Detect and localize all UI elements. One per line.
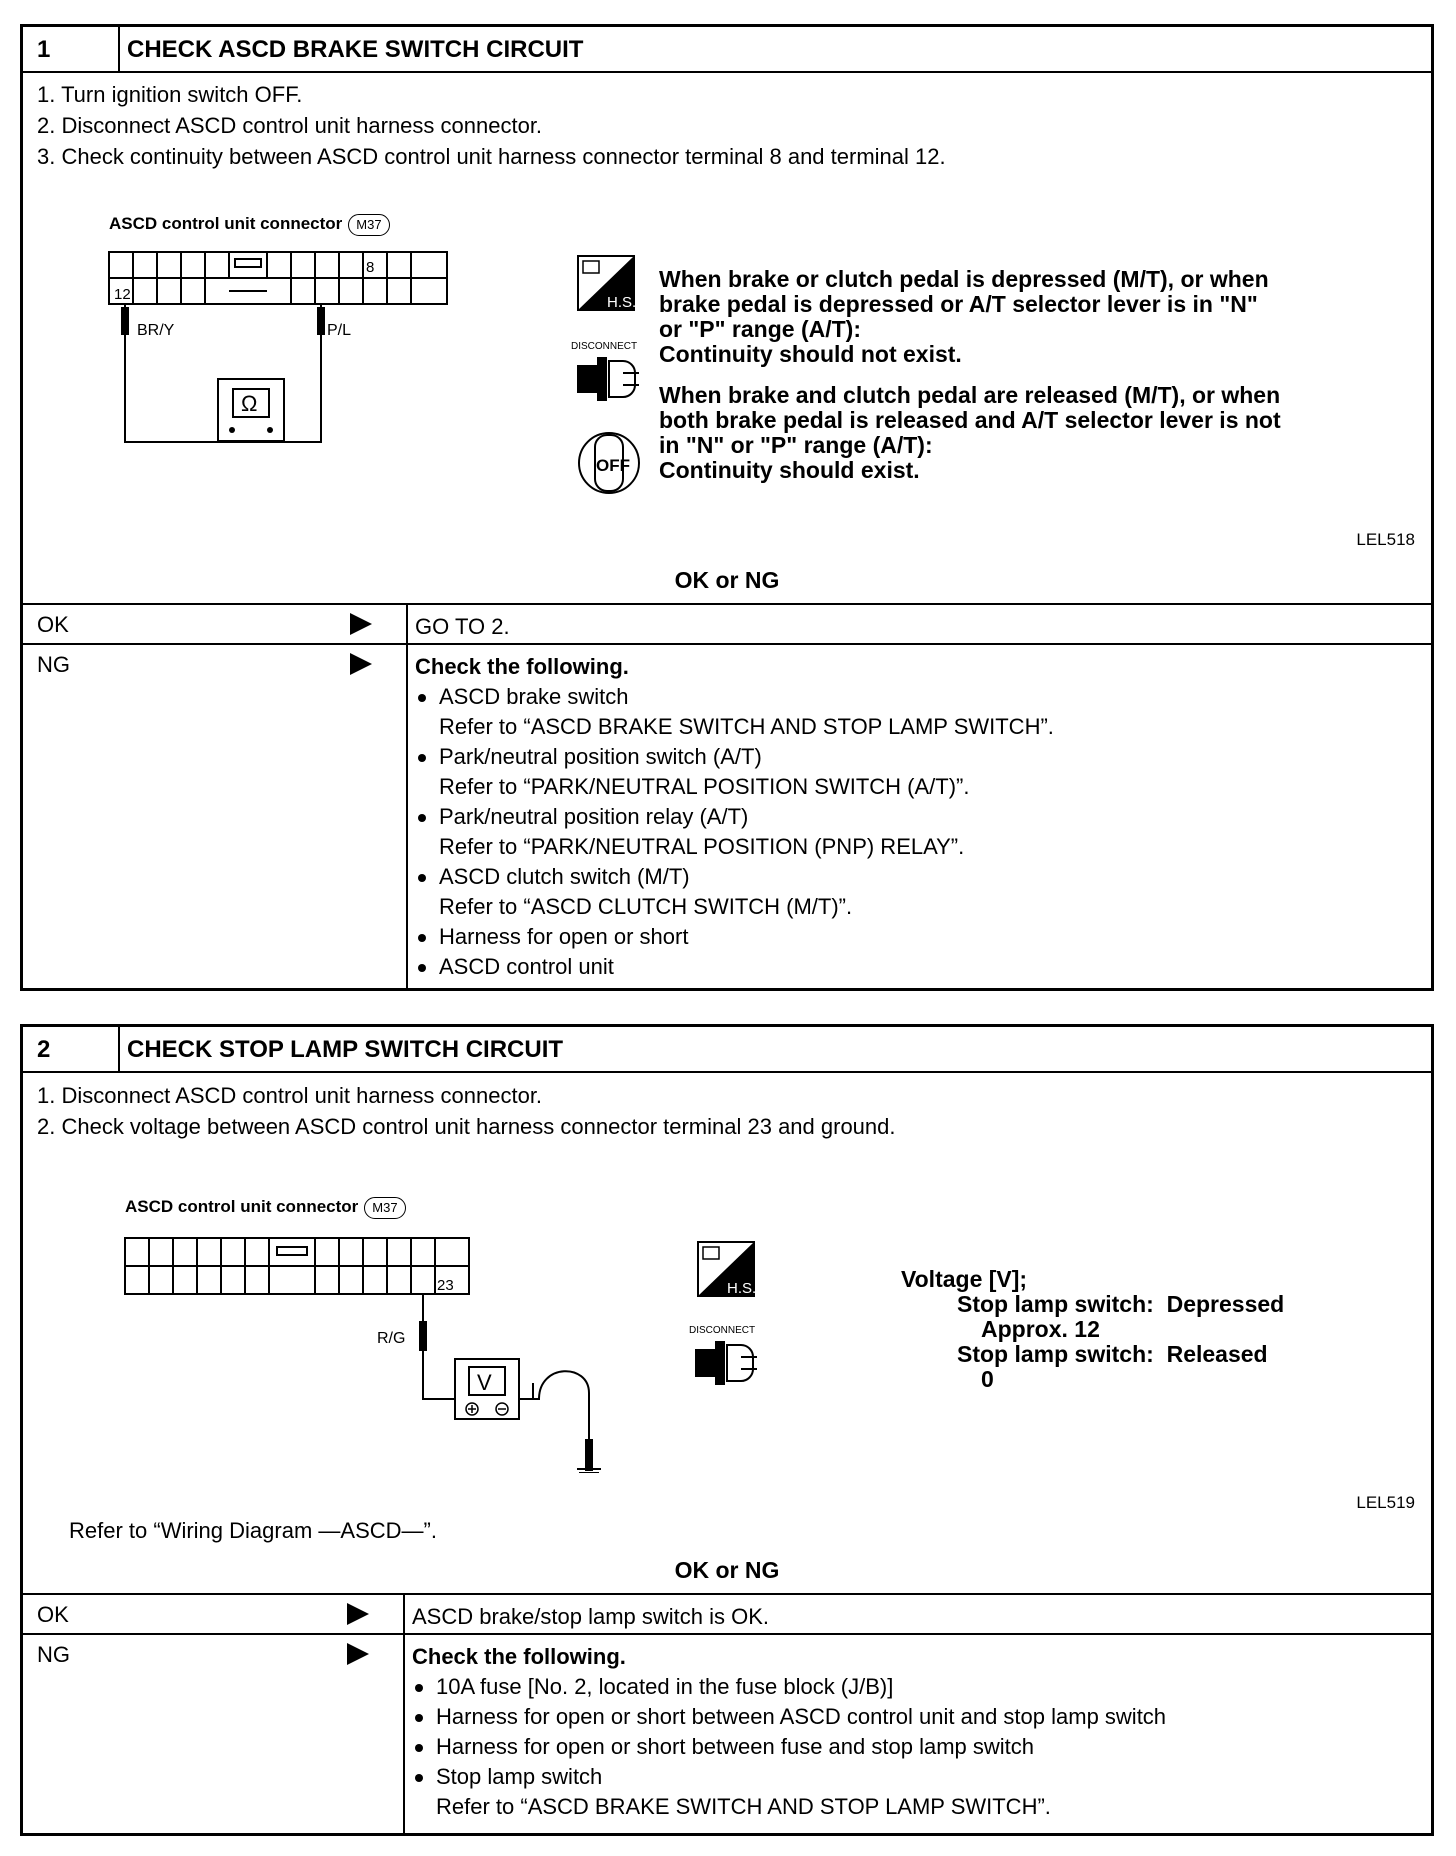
spec-row-released [901, 1342, 1284, 1367]
ng-item: 10A fuse [No. 2, located in the fuse block (J/B)] [412, 1672, 1166, 1702]
ng-label: NG [37, 652, 70, 677]
terminal-label: 23 [437, 1277, 454, 1294]
ng-item: Park/neutral position switch (A/T) [415, 742, 1054, 772]
ok-label: OK [37, 1602, 69, 1627]
ng-item: Harness for open or short between ASCD control unit and stop lamp switch [412, 1702, 1166, 1732]
connector-label-text: ASCD control unit connector [109, 214, 343, 233]
terminal-b-label: 12 [114, 286, 131, 303]
instruction-item: 1. Disconnect ASCD control unit harness connector. [37, 1083, 543, 1108]
continuity-specification [659, 267, 1281, 483]
spec-line: brake pedal is depressed or A/T selector lever is in "N" [659, 291, 1258, 317]
figure-code: LEL518 [1356, 530, 1415, 549]
ok-label: OK [37, 612, 69, 637]
arrow-icon [347, 1643, 369, 1665]
step-number: 1 [37, 36, 51, 63]
hs-text: H.S. [727, 1280, 757, 1297]
ok-ng-heading: OK or NG [674, 1557, 780, 1583]
ng-result-row [23, 1633, 1431, 1833]
ng-item: ASCD clutch switch (M/T) [415, 862, 1054, 892]
voltmeter-symbol: V [477, 1370, 492, 1395]
off-text: OFF [596, 456, 630, 475]
ok-result-row [23, 603, 1431, 645]
ng-item: Stop lamp switch [412, 1762, 1166, 1792]
disconnect-icon [687, 1319, 767, 1399]
step-1-block [20, 24, 1434, 991]
ohmmeter-symbol: Ω [241, 391, 258, 416]
spec-line: in "N" or "P" range (A/T): [659, 432, 933, 458]
connector-id-badge: M37 [348, 214, 389, 236]
ok-result-row [23, 1593, 1431, 1635]
wiring-diagram-reference: Refer to “Wiring Diagram —ASCD—”. [69, 1518, 437, 1543]
connector-label [125, 1197, 406, 1219]
disconnect-text: DISCONNECT [689, 1325, 756, 1336]
instruction-item: 1. Turn ignition switch OFF. [37, 82, 303, 107]
instruction-list [37, 1080, 896, 1142]
instruction-list [37, 79, 946, 172]
ng-reference: Refer to “PARK/NEUTRAL POSITION SWITCH (A/T)”. [439, 774, 970, 799]
ok-action: GO TO 2. [415, 614, 510, 639]
ng-reference: Refer to “ASCD CLUTCH SWITCH (M/T)”. [439, 894, 853, 919]
step-number: 2 [37, 1036, 51, 1063]
spec-heading: Voltage [V]; [901, 1266, 1028, 1292]
spec-line: Continuity should exist. [659, 457, 920, 483]
ng-item: Park/neutral position relay (A/T) [415, 802, 1054, 832]
hs-text: H.S. [607, 294, 637, 311]
step-header [23, 27, 1431, 73]
step-title: CHECK STOP LAMP SWITCH CIRCUIT [127, 1036, 564, 1063]
disconnect-icon [569, 335, 649, 415]
hand-hold-switch-icon [577, 255, 637, 313]
ng-action-list [412, 1642, 1166, 1822]
ng-heading: Check the following. [412, 1644, 626, 1669]
instruction-item: 2. Disconnect ASCD control unit harness connector. [37, 113, 543, 138]
arrow-icon [350, 653, 372, 675]
spec-line: When brake and clutch pedal are released (M/T), or when [659, 382, 1281, 408]
wire-color: R/G [377, 1330, 406, 1347]
step-title: CHECK ASCD BRAKE SWITCH CIRCUIT [127, 36, 584, 63]
wire-color-right: P/L [327, 322, 352, 339]
spec-switch-label: Stop lamp switch: [957, 1291, 1154, 1317]
disconnect-text: DISCONNECT [571, 341, 638, 352]
step-2-block [20, 1024, 1434, 1836]
connector-id-badge: M37 [364, 1197, 405, 1219]
ng-result-row [23, 643, 1431, 988]
continuity-test-diagram [99, 247, 459, 467]
spec-switch-label: Stop lamp switch: [957, 1341, 1154, 1367]
wire-color-left: BR/Y [137, 322, 175, 339]
ignition-off-icon [573, 425, 643, 497]
ng-label: NG [37, 1642, 70, 1667]
arrow-icon [347, 1603, 369, 1625]
voltage-test-diagram [119, 1233, 679, 1473]
ng-reference: Refer to “ASCD BRAKE SWITCH AND STOP LAMP SWITCH”. [436, 1794, 1051, 1819]
ng-heading: Check the following. [415, 654, 629, 679]
step-header [23, 1027, 1431, 1073]
ng-item: Harness for open or short between fuse and stop lamp switch [412, 1732, 1166, 1762]
spec-row-depressed [901, 1292, 1284, 1317]
ng-reference: Refer to “PARK/NEUTRAL POSITION (PNP) RELAY”. [439, 834, 965, 859]
terminal-a-label: 8 [366, 259, 375, 276]
spec-line: When brake or clutch pedal is depressed (M/T), or when [659, 266, 1269, 292]
spec-value: 0 [981, 1366, 994, 1392]
spec-switch-state: Released [1166, 1341, 1268, 1367]
spec-value: Approx. 12 [981, 1316, 1100, 1342]
ok-action: ASCD brake/stop lamp switch is OK. [412, 1604, 770, 1629]
spec-line: both brake pedal is released and A/T selector lever is not [659, 407, 1281, 433]
hand-hold-switch-icon [697, 1241, 757, 1299]
connector-label [109, 214, 390, 236]
ng-reference: Refer to “ASCD BRAKE SWITCH AND STOP LAMP SWITCH”. [439, 714, 1054, 739]
ng-item: Harness for open or short [415, 922, 1054, 952]
ng-item: ASCD control unit [415, 952, 1054, 982]
figure-code: LEL519 [1356, 1493, 1415, 1512]
ng-item: ASCD brake switch [415, 682, 1054, 712]
ok-ng-heading: OK or NG [674, 567, 780, 593]
instruction-item: 2. Check voltage between ASCD control unit harness connector terminal 23 and ground. [37, 1114, 896, 1139]
connector-label-text: ASCD control unit connector [125, 1197, 359, 1216]
spec-line: Continuity should not exist. [659, 341, 962, 367]
ng-action-list [415, 652, 1054, 982]
voltage-specification [901, 1267, 1284, 1392]
instruction-item: 3. Check continuity between ASCD control unit harness connector terminal 8 and terminal 12. [37, 144, 946, 169]
header-divider [118, 27, 120, 71]
spec-line: or "P" range (A/T): [659, 316, 861, 342]
spec-switch-state: Depressed [1166, 1291, 1285, 1317]
header-divider [118, 1027, 120, 1071]
arrow-icon [350, 613, 372, 635]
